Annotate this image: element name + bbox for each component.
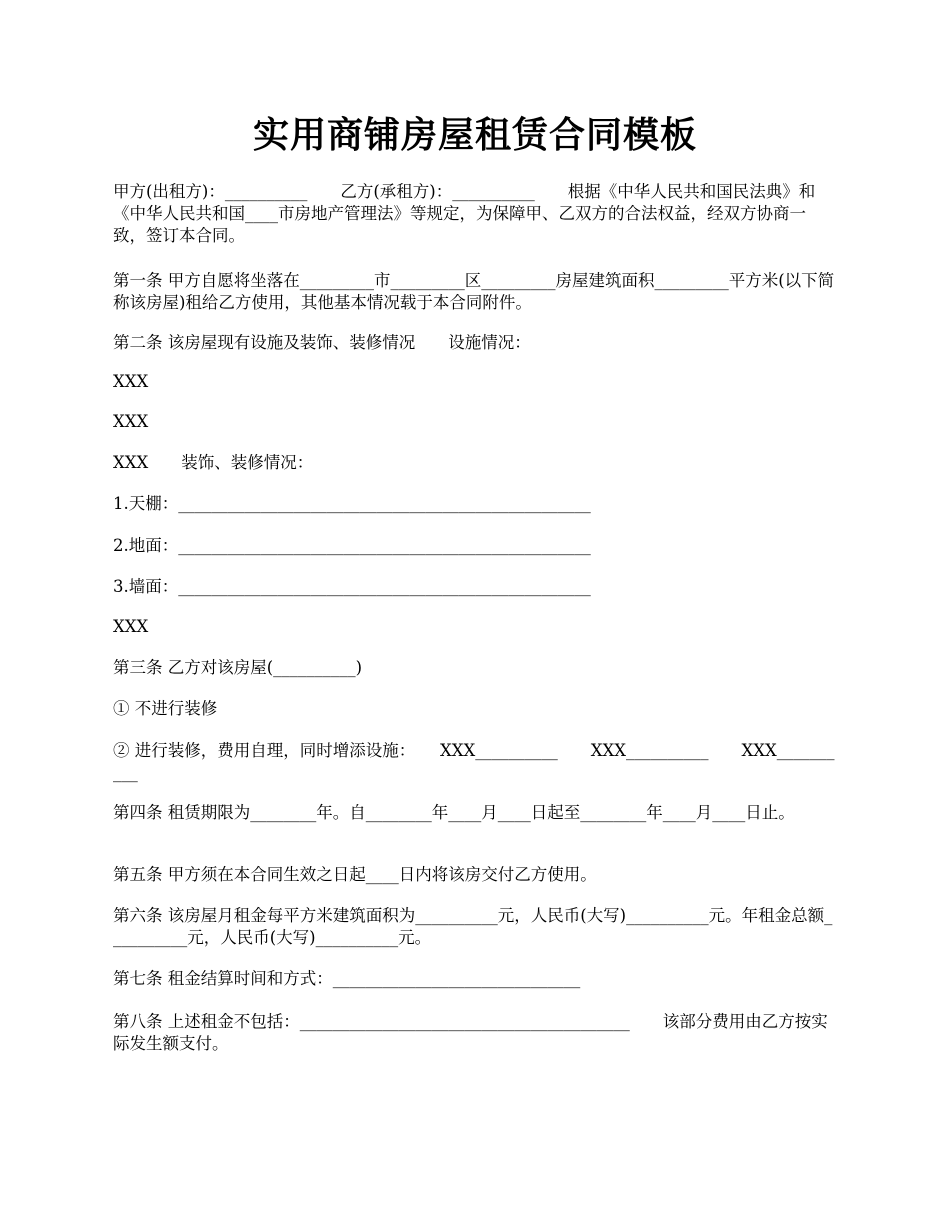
- option-2-line: ② 进行装修，费用自理，同时增添设施： XXX__________ XXX__________ XXX__________: [113, 741, 835, 782]
- article-1-paragraph: 第一条 甲方自愿将坐落在_________市_________区_________房屋建筑面积_________平方米(以下简称该房屋)租给乙方使用，其他基本情况载于本合同附件。: [113, 271, 835, 312]
- article-8-paragraph: 第八条 上述租金不包括：________________________________________ 该部分费用由乙方按实际发生额支付。: [113, 1012, 828, 1053]
- article-7-paragraph: 第七条 租金结算时间和方式：______________________________: [113, 969, 581, 988]
- article-3-paragraph: 第三条 乙方对该房屋(__________): [113, 658, 363, 677]
- facility-item-2: XXX: [113, 412, 149, 431]
- decoration-item: XXX: [113, 617, 149, 636]
- article-5-paragraph: 第五条 甲方须在本合同生效之日起____日内将该房交付乙方使用。: [113, 865, 597, 884]
- document-title: 实用商铺房屋租赁合同模板: [252, 114, 697, 156]
- article-6-paragraph: 第六条 该房屋月租金每平方米建筑面积为__________元，人民币(大写)__________元。年租金总额__________元，人民币(大写)__________元。: [113, 906, 833, 947]
- preamble-paragraph: 甲方(出租方)：__________ 乙方(承租方)：__________ 根据《中华人民共和国民法典》和《中华人民共和国____市房地产管理法》等规定，为保障甲、乙双方的合法权益，经双方协商一致，签订本合同。: [113, 182, 816, 245]
- ceiling-line: 1.天棚：__________________________________________________: [113, 494, 591, 513]
- facility-item-1: XXX: [113, 372, 149, 391]
- floor-line: 2.地面：__________________________________________________: [113, 536, 591, 555]
- article-4-paragraph: 第四条 租赁期限为________年。自________年____月____日起至________年____月____日止。: [113, 803, 795, 822]
- option-1-line: ① 不进行装修: [113, 699, 218, 718]
- wall-line: 3.墙面：__________________________________________________: [113, 577, 591, 596]
- article-2-paragraph: 第二条 该房屋现有设施及装饰、装修情况 设施情况：: [113, 333, 531, 352]
- facility-item-3: XXX 装饰、装修情况：: [113, 453, 314, 472]
